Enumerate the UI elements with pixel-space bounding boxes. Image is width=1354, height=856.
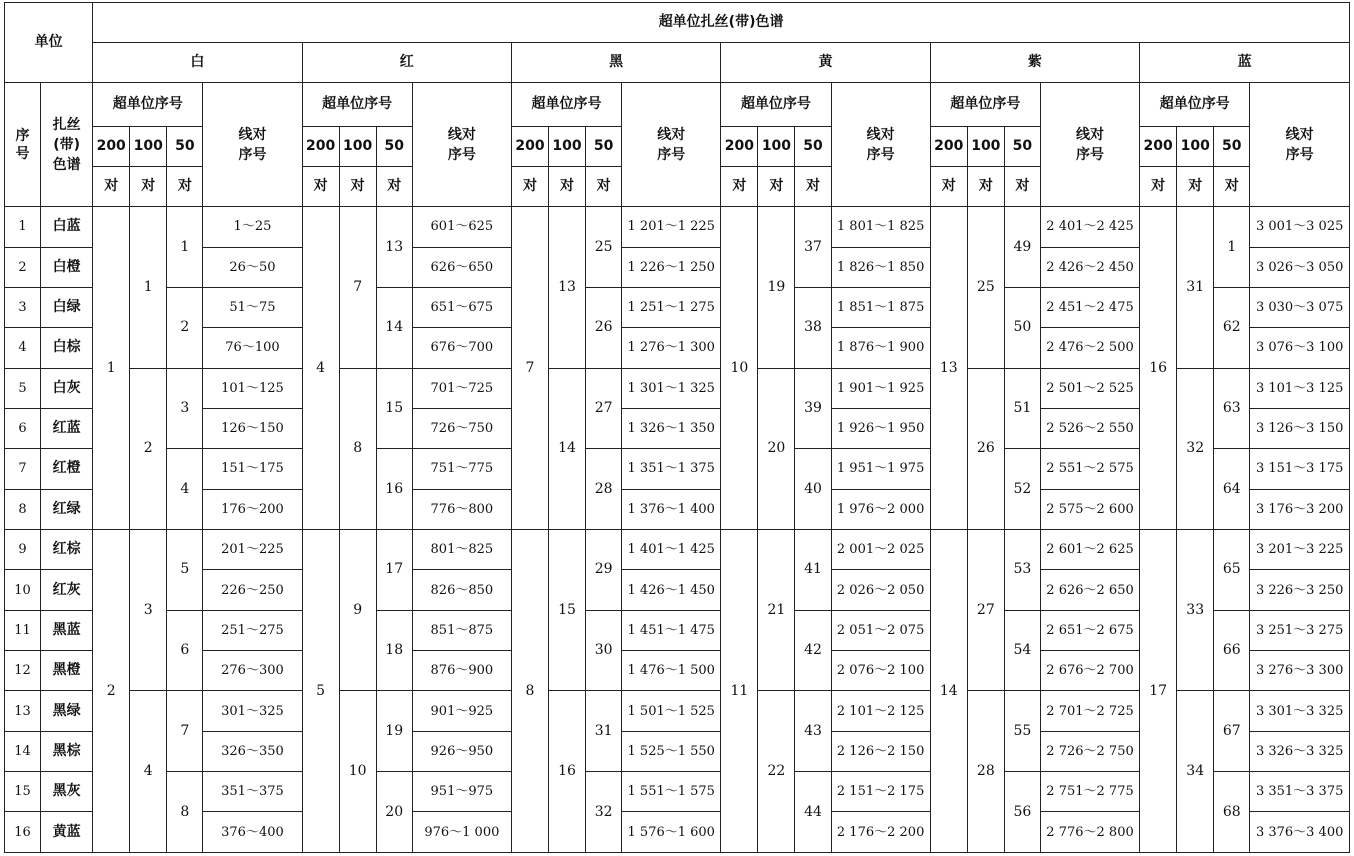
line-pair-range: 3 326～3 325 (1250, 731, 1350, 771)
pair-label-header: 对 (130, 167, 167, 207)
line-pair-range: 701～725 (412, 368, 511, 408)
row-seq-no: 3 (5, 287, 41, 327)
super-unit-200: 2 (93, 530, 130, 853)
line-pair-range: 2 476～2 500 (1040, 328, 1139, 368)
line-pair-range: 2 101～2 125 (831, 691, 930, 731)
line-pair-range: 3 201～3 225 (1250, 530, 1350, 570)
line-pair-range: 2 001～2 025 (831, 530, 930, 570)
unit-header: 单位 (5, 3, 93, 83)
line-pair-range: 3 026～3 050 (1250, 247, 1350, 287)
line-pair-range: 2 176～2 200 (831, 812, 930, 853)
super-unit-50: 62 (1214, 287, 1250, 368)
super-unit-200: 5 (302, 530, 339, 853)
super-unit-50: 67 (1214, 691, 1250, 772)
super-unit-50: 52 (1004, 449, 1040, 530)
line-pair-range: 2 126～2 150 (831, 731, 930, 771)
super-unit-50: 40 (795, 449, 831, 530)
super-unit-50: 55 (1004, 691, 1040, 772)
line-pair-range: 1 826～1 850 (831, 247, 930, 287)
super-unit-100: 25 (967, 207, 1004, 368)
line-pair-range: 1 876～1 900 (831, 328, 930, 368)
super-unit-50: 4 (167, 449, 203, 530)
line-pair-range: 51～75 (203, 287, 302, 327)
line-pair-range: 201～225 (203, 530, 302, 570)
line-pair-range: 1 301～1 325 (622, 368, 721, 408)
pair-count-header: 200 (930, 127, 967, 167)
line-pair-range: 1 376～1 400 (622, 489, 721, 529)
super-unit-100: 7 (339, 207, 376, 368)
line-pair-range: 1 326～1 350 (622, 408, 721, 448)
line-pair-range: 2 726～2 750 (1040, 731, 1139, 771)
super-unit-50: 41 (795, 530, 831, 611)
super-unit-no-header: 超单位序号 (1140, 83, 1250, 127)
pair-count-header: 50 (586, 127, 622, 167)
super-unit-50: 1 (167, 207, 203, 288)
group-color-header: 黄 (721, 43, 930, 83)
row-seq-no: 5 (5, 368, 41, 408)
super-unit-50: 54 (1004, 610, 1040, 691)
line-pair-range: 2 151～2 175 (831, 772, 930, 812)
row-seq-no: 11 (5, 610, 41, 650)
line-pair-range: 2 526～2 550 (1040, 408, 1139, 448)
pair-count-header: 200 (302, 127, 339, 167)
line-pair-range: 1 451～1 475 (622, 610, 721, 650)
line-pair-no-header: 线对序号 (412, 83, 511, 207)
group-color-header: 白 (93, 43, 302, 83)
pair-count-header: 100 (967, 127, 1004, 167)
pair-count-header: 200 (511, 127, 548, 167)
row-seq-no: 6 (5, 408, 41, 448)
line-pair-range: 1 201～1 225 (622, 207, 721, 247)
line-pair-range: 3 226～3 250 (1250, 570, 1350, 610)
line-pair-range: 1 551～1 575 (622, 772, 721, 812)
header-row-title (5, 3, 1350, 43)
line-pair-range: 2 051～2 075 (831, 610, 930, 650)
pair-label-header: 对 (930, 167, 967, 207)
line-pair-range: 1 426～1 450 (622, 570, 721, 610)
pair-label-header: 对 (549, 167, 586, 207)
row-spectrum: 黑绿 (41, 691, 93, 731)
line-pair-range: 3 126～3 150 (1250, 408, 1350, 448)
super-unit-50: 50 (1004, 287, 1040, 368)
super-unit-200: 4 (302, 207, 339, 530)
super-unit-50: 18 (376, 610, 412, 691)
line-pair-range: 1 926～1 950 (831, 408, 930, 448)
super-unit-50: 28 (586, 449, 622, 530)
line-pair-range: 26～50 (203, 247, 302, 287)
super-unit-100: 3 (130, 530, 167, 691)
line-pair-no-header: 线对序号 (1040, 83, 1139, 207)
pair-label-header: 对 (167, 167, 203, 207)
super-unit-200: 7 (511, 207, 548, 530)
pair-count-header: 50 (795, 127, 831, 167)
row-spectrum: 红灰 (41, 570, 93, 610)
row-spectrum: 红橙 (41, 449, 93, 489)
super-unit-50: 25 (586, 207, 622, 288)
super-unit-200: 11 (721, 530, 758, 853)
super-unit-100: 26 (967, 368, 1004, 529)
line-pair-range: 751～775 (412, 449, 511, 489)
row-spectrum: 白蓝 (41, 207, 93, 247)
super-unit-100: 21 (758, 530, 795, 691)
line-pair-no-header: 线对序号 (622, 83, 721, 207)
line-pair-range: 2 575～2 600 (1040, 489, 1139, 529)
pair-count-header: 50 (1214, 127, 1250, 167)
line-pair-range: 726～750 (412, 408, 511, 448)
super-unit-50: 7 (167, 691, 203, 772)
pair-count-header: 100 (1177, 127, 1214, 167)
super-unit-50: 43 (795, 691, 831, 772)
super-unit-50: 68 (1214, 772, 1250, 853)
super-unit-100: 8 (339, 368, 376, 529)
line-pair-range: 676～700 (412, 328, 511, 368)
line-pair-range: 1 951～1 975 (831, 449, 930, 489)
table-row (5, 530, 1350, 570)
super-unit-50: 13 (376, 207, 412, 288)
line-pair-range: 3 251～3 275 (1250, 610, 1350, 650)
pair-count-header: 50 (376, 127, 412, 167)
line-pair-range: 601～625 (412, 207, 511, 247)
pair-label-header: 对 (1004, 167, 1040, 207)
super-unit-50: 20 (376, 772, 412, 853)
pair-count-header: 50 (1004, 127, 1040, 167)
pair-label-header: 对 (795, 167, 831, 207)
row-spectrum: 红绿 (41, 489, 93, 529)
line-pair-range: 1 851～1 875 (831, 287, 930, 327)
super-unit-50: 14 (376, 287, 412, 368)
line-pair-range: 1 525～1 550 (622, 731, 721, 771)
line-pair-range: 3 276～3 300 (1250, 651, 1350, 691)
row-seq-no: 1 (5, 207, 41, 247)
super-unit-100: 1 (130, 207, 167, 368)
line-pair-range: 1 251～1 275 (622, 287, 721, 327)
super-unit-color-spectrum-table (4, 2, 1350, 853)
line-pair-range: 1 901～1 925 (831, 368, 930, 408)
super-unit-100: 32 (1177, 368, 1214, 529)
line-pair-range: 76～100 (203, 328, 302, 368)
line-pair-range: 776～800 (412, 489, 511, 529)
super-unit-100: 10 (339, 691, 376, 853)
line-pair-range: 101～125 (203, 368, 302, 408)
super-unit-100: 33 (1177, 530, 1214, 691)
line-pair-range: 2 451～2 475 (1040, 287, 1139, 327)
line-pair-range: 1 476～1 500 (622, 651, 721, 691)
super-unit-50: 39 (795, 368, 831, 449)
row-spectrum: 白棕 (41, 328, 93, 368)
line-pair-range: 3 001～3 025 (1250, 207, 1350, 247)
line-pair-range: 1～25 (203, 207, 302, 247)
super-unit-100: 16 (549, 691, 586, 853)
super-unit-100: 15 (549, 530, 586, 691)
row-seq-no: 9 (5, 530, 41, 570)
row-spectrum: 黑橙 (41, 651, 93, 691)
row-spectrum: 红棕 (41, 530, 93, 570)
super-unit-200: 1 (93, 207, 130, 530)
line-pair-range: 2 551～2 575 (1040, 449, 1139, 489)
line-pair-range: 2 501～2 525 (1040, 368, 1139, 408)
pair-count-header: 200 (721, 127, 758, 167)
line-pair-range: 976～1 000 (412, 812, 511, 853)
super-unit-50: 3 (167, 368, 203, 449)
line-pair-range: 1 801～1 825 (831, 207, 930, 247)
row-seq-no: 2 (5, 247, 41, 287)
line-pair-range: 2 426～2 450 (1040, 247, 1139, 287)
row-spectrum: 黑灰 (41, 772, 93, 812)
super-unit-50: 53 (1004, 530, 1040, 611)
pair-label-header: 对 (511, 167, 548, 207)
super-unit-200: 10 (721, 207, 758, 530)
super-unit-50: 38 (795, 287, 831, 368)
super-unit-100: 34 (1177, 691, 1214, 853)
row-seq-no: 15 (5, 772, 41, 812)
line-pair-range: 351～375 (203, 772, 302, 812)
pair-label-header: 对 (93, 167, 130, 207)
group-color-header: 蓝 (1140, 43, 1350, 83)
line-pair-range: 2 076～2 100 (831, 651, 930, 691)
line-pair-range: 3 030～3 075 (1250, 287, 1350, 327)
pair-label-header: 对 (586, 167, 622, 207)
line-pair-range: 2 626～2 650 (1040, 570, 1139, 610)
super-unit-50: 8 (167, 772, 203, 853)
line-pair-range: 2 026～2 050 (831, 570, 930, 610)
line-pair-range: 251～275 (203, 610, 302, 650)
line-pair-range: 926～950 (412, 731, 511, 771)
super-unit-100: 31 (1177, 207, 1214, 368)
super-unit-50: 63 (1214, 368, 1250, 449)
pair-count-header: 50 (167, 127, 203, 167)
line-pair-range: 901～925 (412, 691, 511, 731)
pair-label-header: 对 (758, 167, 795, 207)
super-unit-50: 31 (586, 691, 622, 772)
pair-count-header: 100 (549, 127, 586, 167)
line-pair-range: 1 351～1 375 (622, 449, 721, 489)
super-unit-200: 16 (1140, 207, 1177, 530)
line-pair-range: 826～850 (412, 570, 511, 610)
line-pair-range: 126～150 (203, 408, 302, 448)
super-unit-200: 17 (1140, 530, 1177, 853)
super-unit-no-header: 超单位序号 (721, 83, 831, 127)
line-pair-range: 2 701～2 725 (1040, 691, 1139, 731)
row-seq-no: 12 (5, 651, 41, 691)
line-pair-range: 2 776～2 800 (1040, 812, 1139, 853)
pair-label-header: 对 (721, 167, 758, 207)
row-seq-no: 16 (5, 812, 41, 853)
pair-count-header: 200 (93, 127, 130, 167)
super-unit-200: 14 (930, 530, 967, 853)
group-color-header: 红 (302, 43, 511, 83)
super-unit-no-header: 超单位序号 (302, 83, 412, 127)
group-color-header: 黑 (511, 43, 720, 83)
super-unit-50: 1 (1214, 207, 1250, 288)
line-pair-range: 2 601～2 625 (1040, 530, 1139, 570)
line-pair-no-header: 线对序号 (1250, 83, 1350, 207)
super-unit-100: 13 (549, 207, 586, 368)
line-pair-no-header: 线对序号 (203, 83, 302, 207)
super-unit-50: 6 (167, 610, 203, 691)
super-unit-50: 42 (795, 610, 831, 691)
super-unit-100: 28 (967, 691, 1004, 853)
super-unit-200: 13 (930, 207, 967, 530)
line-pair-range: 3 176～3 200 (1250, 489, 1350, 529)
spectrum-title: 超单位扎丝(带)色谱 (93, 3, 1350, 43)
wire-color-header: 扎丝(带)色谱 (41, 83, 93, 207)
line-pair-range: 376～400 (203, 812, 302, 853)
pair-label-header: 对 (967, 167, 1004, 207)
super-unit-50: 29 (586, 530, 622, 611)
super-unit-200: 8 (511, 530, 548, 853)
super-unit-100: 9 (339, 530, 376, 691)
super-unit-50: 44 (795, 772, 831, 853)
line-pair-range: 2 651～2 675 (1040, 610, 1139, 650)
line-pair-range: 3 101～3 125 (1250, 368, 1350, 408)
pair-label-header: 对 (1177, 167, 1214, 207)
line-pair-range: 3 376～3 400 (1250, 812, 1350, 853)
line-pair-range: 326～350 (203, 731, 302, 771)
line-pair-range: 3 351～3 375 (1250, 772, 1350, 812)
row-spectrum: 白橙 (41, 247, 93, 287)
super-unit-50: 19 (376, 691, 412, 772)
row-seq-no: 8 (5, 489, 41, 529)
super-unit-50: 32 (586, 772, 622, 853)
pair-label-header: 对 (302, 167, 339, 207)
pair-count-header: 100 (758, 127, 795, 167)
line-pair-range: 276～300 (203, 651, 302, 691)
row-seq-no: 13 (5, 691, 41, 731)
line-pair-range: 1 976～2 000 (831, 489, 930, 529)
line-pair-range: 151～175 (203, 449, 302, 489)
row-seq-no: 14 (5, 731, 41, 771)
line-pair-range: 626～650 (412, 247, 511, 287)
row-seq-no: 10 (5, 570, 41, 610)
seq-no-header: 序号 (5, 83, 41, 207)
super-unit-50: 27 (586, 368, 622, 449)
line-pair-range: 951～975 (412, 772, 511, 812)
super-unit-50: 26 (586, 287, 622, 368)
header-row-colors (5, 43, 1350, 83)
line-pair-range: 226～250 (203, 570, 302, 610)
super-unit-100: 4 (130, 691, 167, 853)
row-seq-no: 7 (5, 449, 41, 489)
super-unit-50: 49 (1004, 207, 1040, 288)
super-unit-50: 2 (167, 287, 203, 368)
super-unit-100: 20 (758, 368, 795, 529)
line-pair-range: 301～325 (203, 691, 302, 731)
line-pair-range: 3 151～3 175 (1250, 449, 1350, 489)
super-unit-50: 37 (795, 207, 831, 288)
group-color-header: 紫 (930, 43, 1139, 83)
line-pair-range: 1 401～1 425 (622, 530, 721, 570)
row-spectrum: 黑蓝 (41, 610, 93, 650)
super-unit-100: 19 (758, 207, 795, 368)
line-pair-range: 3 301～3 325 (1250, 691, 1350, 731)
pair-label-header: 对 (339, 167, 376, 207)
pair-count-header: 100 (130, 127, 167, 167)
super-unit-50: 56 (1004, 772, 1040, 853)
pair-count-header: 200 (1140, 127, 1177, 167)
line-pair-range: 851～875 (412, 610, 511, 650)
super-unit-50: 65 (1214, 530, 1250, 611)
pair-label-header: 对 (1140, 167, 1177, 207)
line-pair-range: 2 401～2 425 (1040, 207, 1139, 247)
line-pair-range: 3 076～3 100 (1250, 328, 1350, 368)
super-unit-100: 2 (130, 368, 167, 529)
line-pair-range: 1 501～1 525 (622, 691, 721, 731)
super-unit-50: 51 (1004, 368, 1040, 449)
header-row-super-unit (5, 83, 1350, 127)
line-pair-range: 801～825 (412, 530, 511, 570)
super-unit-100: 14 (549, 368, 586, 529)
line-pair-range: 2 676～2 700 (1040, 651, 1139, 691)
super-unit-no-header: 超单位序号 (511, 83, 621, 127)
super-unit-50: 15 (376, 368, 412, 449)
row-seq-no: 4 (5, 328, 41, 368)
super-unit-100: 27 (967, 530, 1004, 691)
super-unit-50: 66 (1214, 610, 1250, 691)
super-unit-50: 17 (376, 530, 412, 611)
super-unit-50: 30 (586, 610, 622, 691)
line-pair-range: 1 226～1 250 (622, 247, 721, 287)
super-unit-no-header: 超单位序号 (930, 83, 1040, 127)
row-spectrum: 黄蓝 (41, 812, 93, 853)
line-pair-range: 176～200 (203, 489, 302, 529)
line-pair-range: 2 751～2 775 (1040, 772, 1139, 812)
table-row (5, 207, 1350, 247)
row-spectrum: 黑棕 (41, 731, 93, 771)
row-spectrum: 白灰 (41, 368, 93, 408)
super-unit-100: 22 (758, 691, 795, 853)
line-pair-range: 876～900 (412, 651, 511, 691)
super-unit-no-header: 超单位序号 (93, 83, 203, 127)
line-pair-range: 651～675 (412, 287, 511, 327)
line-pair-no-header: 线对序号 (831, 83, 930, 207)
row-spectrum: 红蓝 (41, 408, 93, 448)
line-pair-range: 1 576～1 600 (622, 812, 721, 853)
super-unit-50: 5 (167, 530, 203, 611)
super-unit-50: 64 (1214, 449, 1250, 530)
super-unit-50: 16 (376, 449, 412, 530)
pair-label-header: 对 (1214, 167, 1250, 207)
pair-label-header: 对 (376, 167, 412, 207)
row-spectrum: 白绿 (41, 287, 93, 327)
pair-count-header: 100 (339, 127, 376, 167)
line-pair-range: 1 276～1 300 (622, 328, 721, 368)
